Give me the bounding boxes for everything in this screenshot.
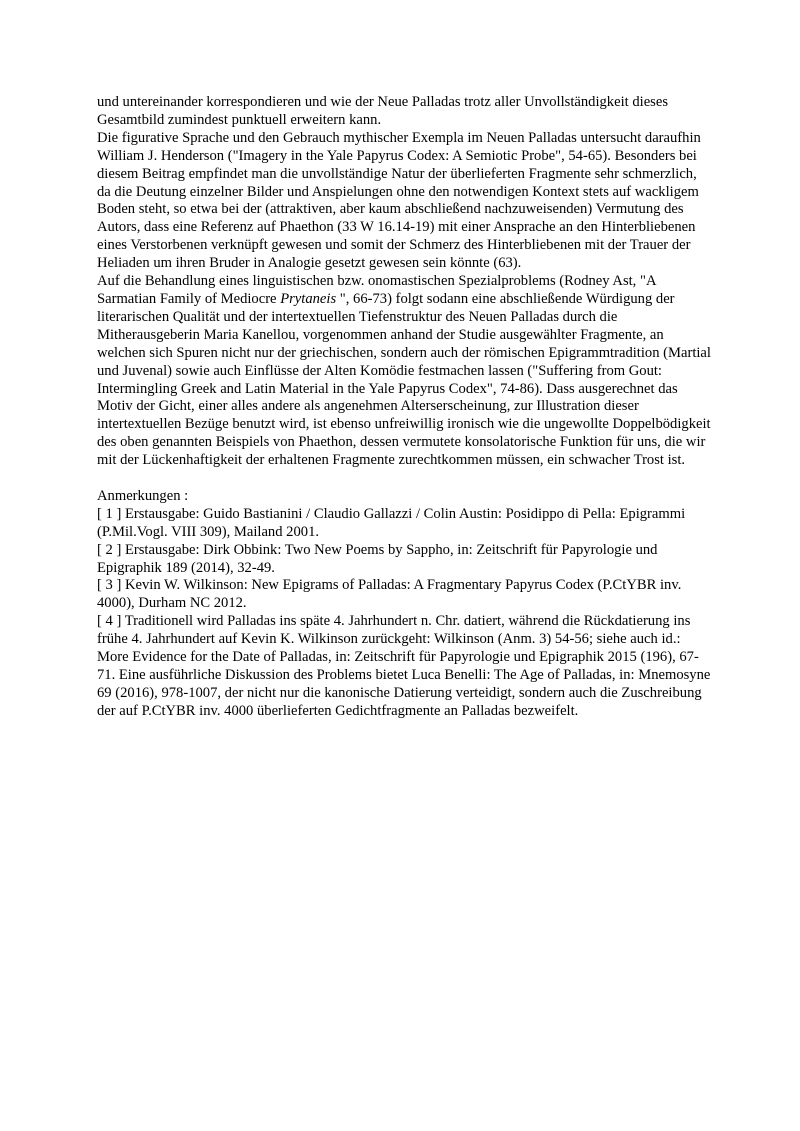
body-paragraph-1: und untereinander korrespondieren und wie der Neue Palladas trotz aller Unvollständigkeit dieses Gesamtbild zumindest punktuell erweitern kann. <box>97 94 669 128</box>
footnote-2: [ 2 ] Erstausgabe: Dirk Obbink: Two New Poems by Sappho, in: Zeitschrift für Papyrologie und Epigraphik 189 (2014), 32-49. <box>97 541 658 576</box>
review-text <box>97 94 713 721</box>
footnote-3: [ 3 ] Kevin W. Wilkinson: New Epigrams of Palladas: A Fragmentary Papyrus Codex (P.CtYBR inv. 4000), Durham NC 2012. <box>97 577 682 612</box>
body-paragraph-2: Die figurative Sprache und den Gebrauch mythischer Exempla im Neuen Palladas untersucht daraufhin William J. Henderson ("Imagery in the Yale Papyrus Codex: A Semiotic Probe", 54-65). Besonders bei diesem Beitrag empfindet man die unvollständige Natur der überlieferten Fragmente sehr schmerzlich, da die Deutung einzelner Bilder und Anspielungen ohne den notwendigen Kontext stets auf wackligem Boden steht, so etwa bei der (attraktiven, aber kaum abschließend nachzuweisenden) Vermutung des Autors, dass eine Referenz auf Phaethon (33 W 16.14-19) mit einer Ansprache an den Hinterbliebenen eines Verstorbenen verknüpft gewesen und somit der Schmerz des Hinterbliebenen mit der Trauer der Heliaden um ihren Bruder in Analogie gesetzt gewesen sein könnte (63). <box>97 129 701 272</box>
paragraph-3-text-end: ", 66-73) folgt sodann eine abschließende Würdigung der literarischen Qualität und der intertextuellen Tiefenstruktur des Neuen Palladas durch die Mitherausgeberin Maria Kanellou, vorgenommen anhand der Studie ausgewählter Fragmente, an welchen sich Spuren nicht nur der griechischen, sondern auch der römischen Epigrammtradition (Martial und Juvenal) sowie auch Einflüsse der Alten Komödie festmachen lassen ("Suffering from Gout: Intermingling Greek and Latin Material in the Yale Papyrus Codex", 74-86). Dass ausgerechnet das Motiv der Gicht, einer alles andere als angenehmen Alterserscheinung, zur Illustration dieser intertextuellen Bezüge benutzt wird, ist ebenso unfreiwillig ironisch wie die ungewollte Doppelbödigkeit des oben genannten Beispiels von Phaethon, dessen vermutete konsolatorische Funktion für uns, die wir mit der Lückenhaftigkeit der erhaltenen Fragmente zurechtkommen müssen, ein schwacher Trost ist. <box>97 290 711 469</box>
body-paragraph-3 <box>97 273 713 470</box>
notes-heading: Anmerkungen : <box>97 487 189 504</box>
paragraph-3-text-start: Auf die Behandlung eines linguistischen bzw. onomastischen Spezialproblems (Rodney Ast, "A Sarmatian Family of Mediocre <box>97 273 656 307</box>
paragraph-spacer <box>97 470 713 488</box>
prytaneis-italic: Prytaneis <box>280 290 337 307</box>
footnote-1: [ 1 ] Erstausgabe: Guido Bastianini / Claudio Gallazzi / Colin Austin: Posidippo di Pella: Epigrammi (P.Mil.Vogl. VIII 309), Mailand 2001. <box>97 505 686 540</box>
footnote-4: [ 4 ] Traditionell wird Palladas ins späte 4. Jahrhundert n. Chr. datiert, während die Rückdatierung ins frühe 4. Jahrhundert auf Kevin K. Wilkinson zurückgeht: Wilkinson (Anm. 3) 54-56; siehe auch id.: More Evidence for the Date of Palladas, in: Zeitschrift für Papyrologie und Epigraphik 2015 (196), 67-71. Eine ausführliche Diskussion des Problems bietet Luca Benelli: The Age of Palladas, in: Mnemosyne 69 (2016), 978-1007, der nicht nur die kanonische Datierung verteidigt, sondern auch die Zuschreibung der auf P.CtYBR inv. 4000 überlieferten Gedichtfragmente an Palladas bezweifelt. <box>97 613 711 719</box>
